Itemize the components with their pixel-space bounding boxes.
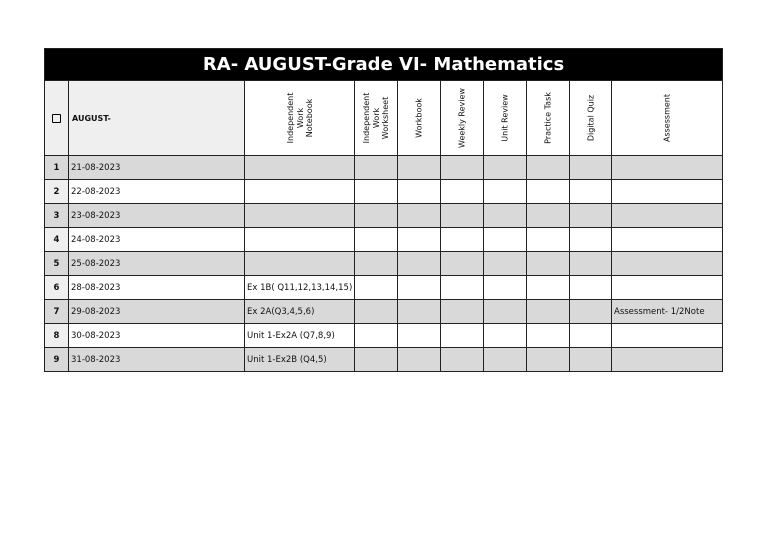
select-all-checkbox[interactable] bbox=[52, 114, 61, 123]
table-row[interactable] bbox=[45, 156, 723, 180]
workbook-cell[interactable] bbox=[398, 324, 441, 348]
digital-quiz-cell[interactable] bbox=[570, 252, 612, 276]
unit-review-cell[interactable] bbox=[484, 156, 527, 180]
notebook-cell[interactable]: Unit 1-Ex2A (Q7,8,9) bbox=[245, 324, 355, 348]
practice-task-cell[interactable] bbox=[527, 156, 570, 180]
col-header-digital-quiz bbox=[570, 81, 612, 156]
assessment-cell[interactable] bbox=[612, 204, 723, 228]
unit-review-cell[interactable] bbox=[484, 204, 527, 228]
date-cell[interactable]: 21-08-2023 bbox=[69, 156, 245, 180]
table-row[interactable] bbox=[45, 228, 723, 252]
col-header-workbook bbox=[398, 81, 441, 156]
weekly-review-cell[interactable] bbox=[441, 276, 484, 300]
row-number-cell[interactable]: 3 bbox=[45, 204, 69, 228]
page-title: RA- AUGUST-Grade VI- Mathematics bbox=[45, 49, 723, 81]
table-row[interactable] bbox=[45, 276, 723, 300]
notebook-cell[interactable] bbox=[245, 180, 355, 204]
weekly-review-cell[interactable] bbox=[441, 252, 484, 276]
col-header-label: Digital Quiz bbox=[585, 94, 595, 142]
notebook-cell[interactable]: Unit 1-Ex2B (Q4,5) bbox=[245, 348, 355, 372]
unit-review-cell[interactable] bbox=[484, 252, 527, 276]
date-cell[interactable]: 24-08-2023 bbox=[69, 228, 245, 252]
date-cell[interactable]: 31-08-2023 bbox=[69, 348, 245, 372]
worksheet-cell[interactable] bbox=[355, 300, 398, 324]
digital-quiz-cell[interactable] bbox=[570, 324, 612, 348]
digital-quiz-cell[interactable] bbox=[570, 276, 612, 300]
workbook-cell[interactable] bbox=[398, 204, 441, 228]
practice-task-cell[interactable] bbox=[527, 276, 570, 300]
practice-task-cell[interactable] bbox=[527, 252, 570, 276]
worksheet-cell[interactable] bbox=[355, 348, 398, 372]
row-number-cell[interactable]: 4 bbox=[45, 228, 69, 252]
assessment-cell[interactable]: Assessment- 1/2Note bbox=[612, 300, 723, 324]
digital-quiz-cell[interactable] bbox=[570, 300, 612, 324]
assessment-cell[interactable] bbox=[612, 180, 723, 204]
unit-review-cell[interactable] bbox=[484, 180, 527, 204]
month-header: AUGUST- bbox=[69, 81, 245, 156]
workbook-cell[interactable] bbox=[398, 156, 441, 180]
unit-review-cell[interactable] bbox=[484, 300, 527, 324]
table-row[interactable] bbox=[45, 324, 723, 348]
row-number-cell[interactable]: 9 bbox=[45, 348, 69, 372]
weekly-review-cell[interactable] bbox=[441, 324, 484, 348]
row-number-cell[interactable]: 5 bbox=[45, 252, 69, 276]
table-row[interactable] bbox=[45, 204, 723, 228]
col-header-label: Workbook bbox=[414, 98, 424, 138]
practice-task-cell[interactable] bbox=[527, 348, 570, 372]
workbook-cell[interactable] bbox=[398, 228, 441, 252]
col-header-assessment bbox=[612, 81, 723, 156]
assessment-cell[interactable] bbox=[612, 228, 723, 252]
row-number-cell[interactable]: 7 bbox=[45, 300, 69, 324]
row-number-cell[interactable]: 1 bbox=[45, 156, 69, 180]
header-row bbox=[45, 81, 723, 156]
planner-table bbox=[44, 48, 723, 372]
col-header-label: Assessment bbox=[662, 94, 672, 142]
workbook-cell[interactable] bbox=[398, 276, 441, 300]
workbook-cell[interactable] bbox=[398, 300, 441, 324]
select-all-cell[interactable] bbox=[45, 81, 69, 156]
col-header-label: Unit Review bbox=[500, 94, 510, 142]
notebook-cell[interactable]: Ex 2A(Q3,4,5,6) bbox=[245, 300, 355, 324]
worksheet-cell[interactable] bbox=[355, 180, 398, 204]
col-header-independent-notebook bbox=[245, 81, 355, 156]
col-header-label: Weekly Review bbox=[457, 88, 467, 148]
date-cell[interactable]: 25-08-2023 bbox=[69, 252, 245, 276]
table-row[interactable] bbox=[45, 300, 723, 324]
assessment-cell[interactable] bbox=[612, 252, 723, 276]
table-row[interactable] bbox=[45, 180, 723, 204]
assessment-cell[interactable] bbox=[612, 276, 723, 300]
date-cell[interactable]: 30-08-2023 bbox=[69, 324, 245, 348]
workbook-cell[interactable] bbox=[398, 348, 441, 372]
table-row[interactable] bbox=[45, 348, 723, 372]
col-header-unit-review bbox=[484, 81, 527, 156]
worksheet-cell[interactable] bbox=[355, 324, 398, 348]
notebook-cell[interactable] bbox=[245, 228, 355, 252]
practice-task-cell[interactable] bbox=[527, 300, 570, 324]
notebook-cell[interactable] bbox=[245, 156, 355, 180]
unit-review-cell[interactable] bbox=[484, 324, 527, 348]
weekly-review-cell[interactable] bbox=[441, 300, 484, 324]
notebook-cell[interactable] bbox=[245, 204, 355, 228]
col-header-label: Independent Work Notebook bbox=[285, 92, 314, 144]
date-cell[interactable]: 28-08-2023 bbox=[69, 276, 245, 300]
practice-task-cell[interactable] bbox=[527, 228, 570, 252]
col-header-label: Practice Task bbox=[543, 92, 553, 144]
workbook-cell[interactable] bbox=[398, 180, 441, 204]
worksheet-cell[interactable] bbox=[355, 228, 398, 252]
practice-task-cell[interactable] bbox=[527, 204, 570, 228]
practice-task-cell[interactable] bbox=[527, 180, 570, 204]
digital-quiz-cell[interactable] bbox=[570, 348, 612, 372]
unit-review-cell[interactable] bbox=[484, 228, 527, 252]
worksheet-cell[interactable] bbox=[355, 204, 398, 228]
col-header-independent-worksheet bbox=[355, 81, 398, 156]
date-cell[interactable]: 29-08-2023 bbox=[69, 300, 245, 324]
practice-task-cell[interactable] bbox=[527, 324, 570, 348]
assessment-cell[interactable] bbox=[612, 156, 723, 180]
weekly-review-cell[interactable] bbox=[441, 180, 484, 204]
date-cell[interactable]: 22-08-2023 bbox=[69, 180, 245, 204]
worksheet-cell[interactable] bbox=[355, 276, 398, 300]
worksheet-cell[interactable] bbox=[355, 252, 398, 276]
row-number-cell[interactable]: 6 bbox=[45, 276, 69, 300]
assessment-cell[interactable] bbox=[612, 324, 723, 348]
weekly-review-cell[interactable] bbox=[441, 348, 484, 372]
row-number-cell[interactable]: 2 bbox=[45, 180, 69, 204]
date-cell[interactable]: 23-08-2023 bbox=[69, 204, 245, 228]
assessment-cell[interactable] bbox=[612, 348, 723, 372]
row-number-cell[interactable]: 8 bbox=[45, 324, 69, 348]
weekly-review-cell[interactable] bbox=[441, 156, 484, 180]
worksheet-cell[interactable] bbox=[355, 156, 398, 180]
digital-quiz-cell[interactable] bbox=[570, 204, 612, 228]
digital-quiz-cell[interactable] bbox=[570, 156, 612, 180]
notebook-cell[interactable] bbox=[245, 252, 355, 276]
digital-quiz-cell[interactable] bbox=[570, 228, 612, 252]
weekly-review-cell[interactable] bbox=[441, 204, 484, 228]
weekly-review-cell[interactable] bbox=[441, 228, 484, 252]
table-row[interactable] bbox=[45, 252, 723, 276]
unit-review-cell[interactable] bbox=[484, 348, 527, 372]
digital-quiz-cell[interactable] bbox=[570, 180, 612, 204]
col-header-practice-task bbox=[527, 81, 570, 156]
notebook-cell[interactable]: Ex 1B( Q11,12,13,14,15) bbox=[245, 276, 355, 300]
col-header-label: Independent Work Worksheet bbox=[361, 92, 390, 144]
workbook-cell[interactable] bbox=[398, 252, 441, 276]
col-header-weekly-review bbox=[441, 81, 484, 156]
unit-review-cell[interactable] bbox=[484, 276, 527, 300]
